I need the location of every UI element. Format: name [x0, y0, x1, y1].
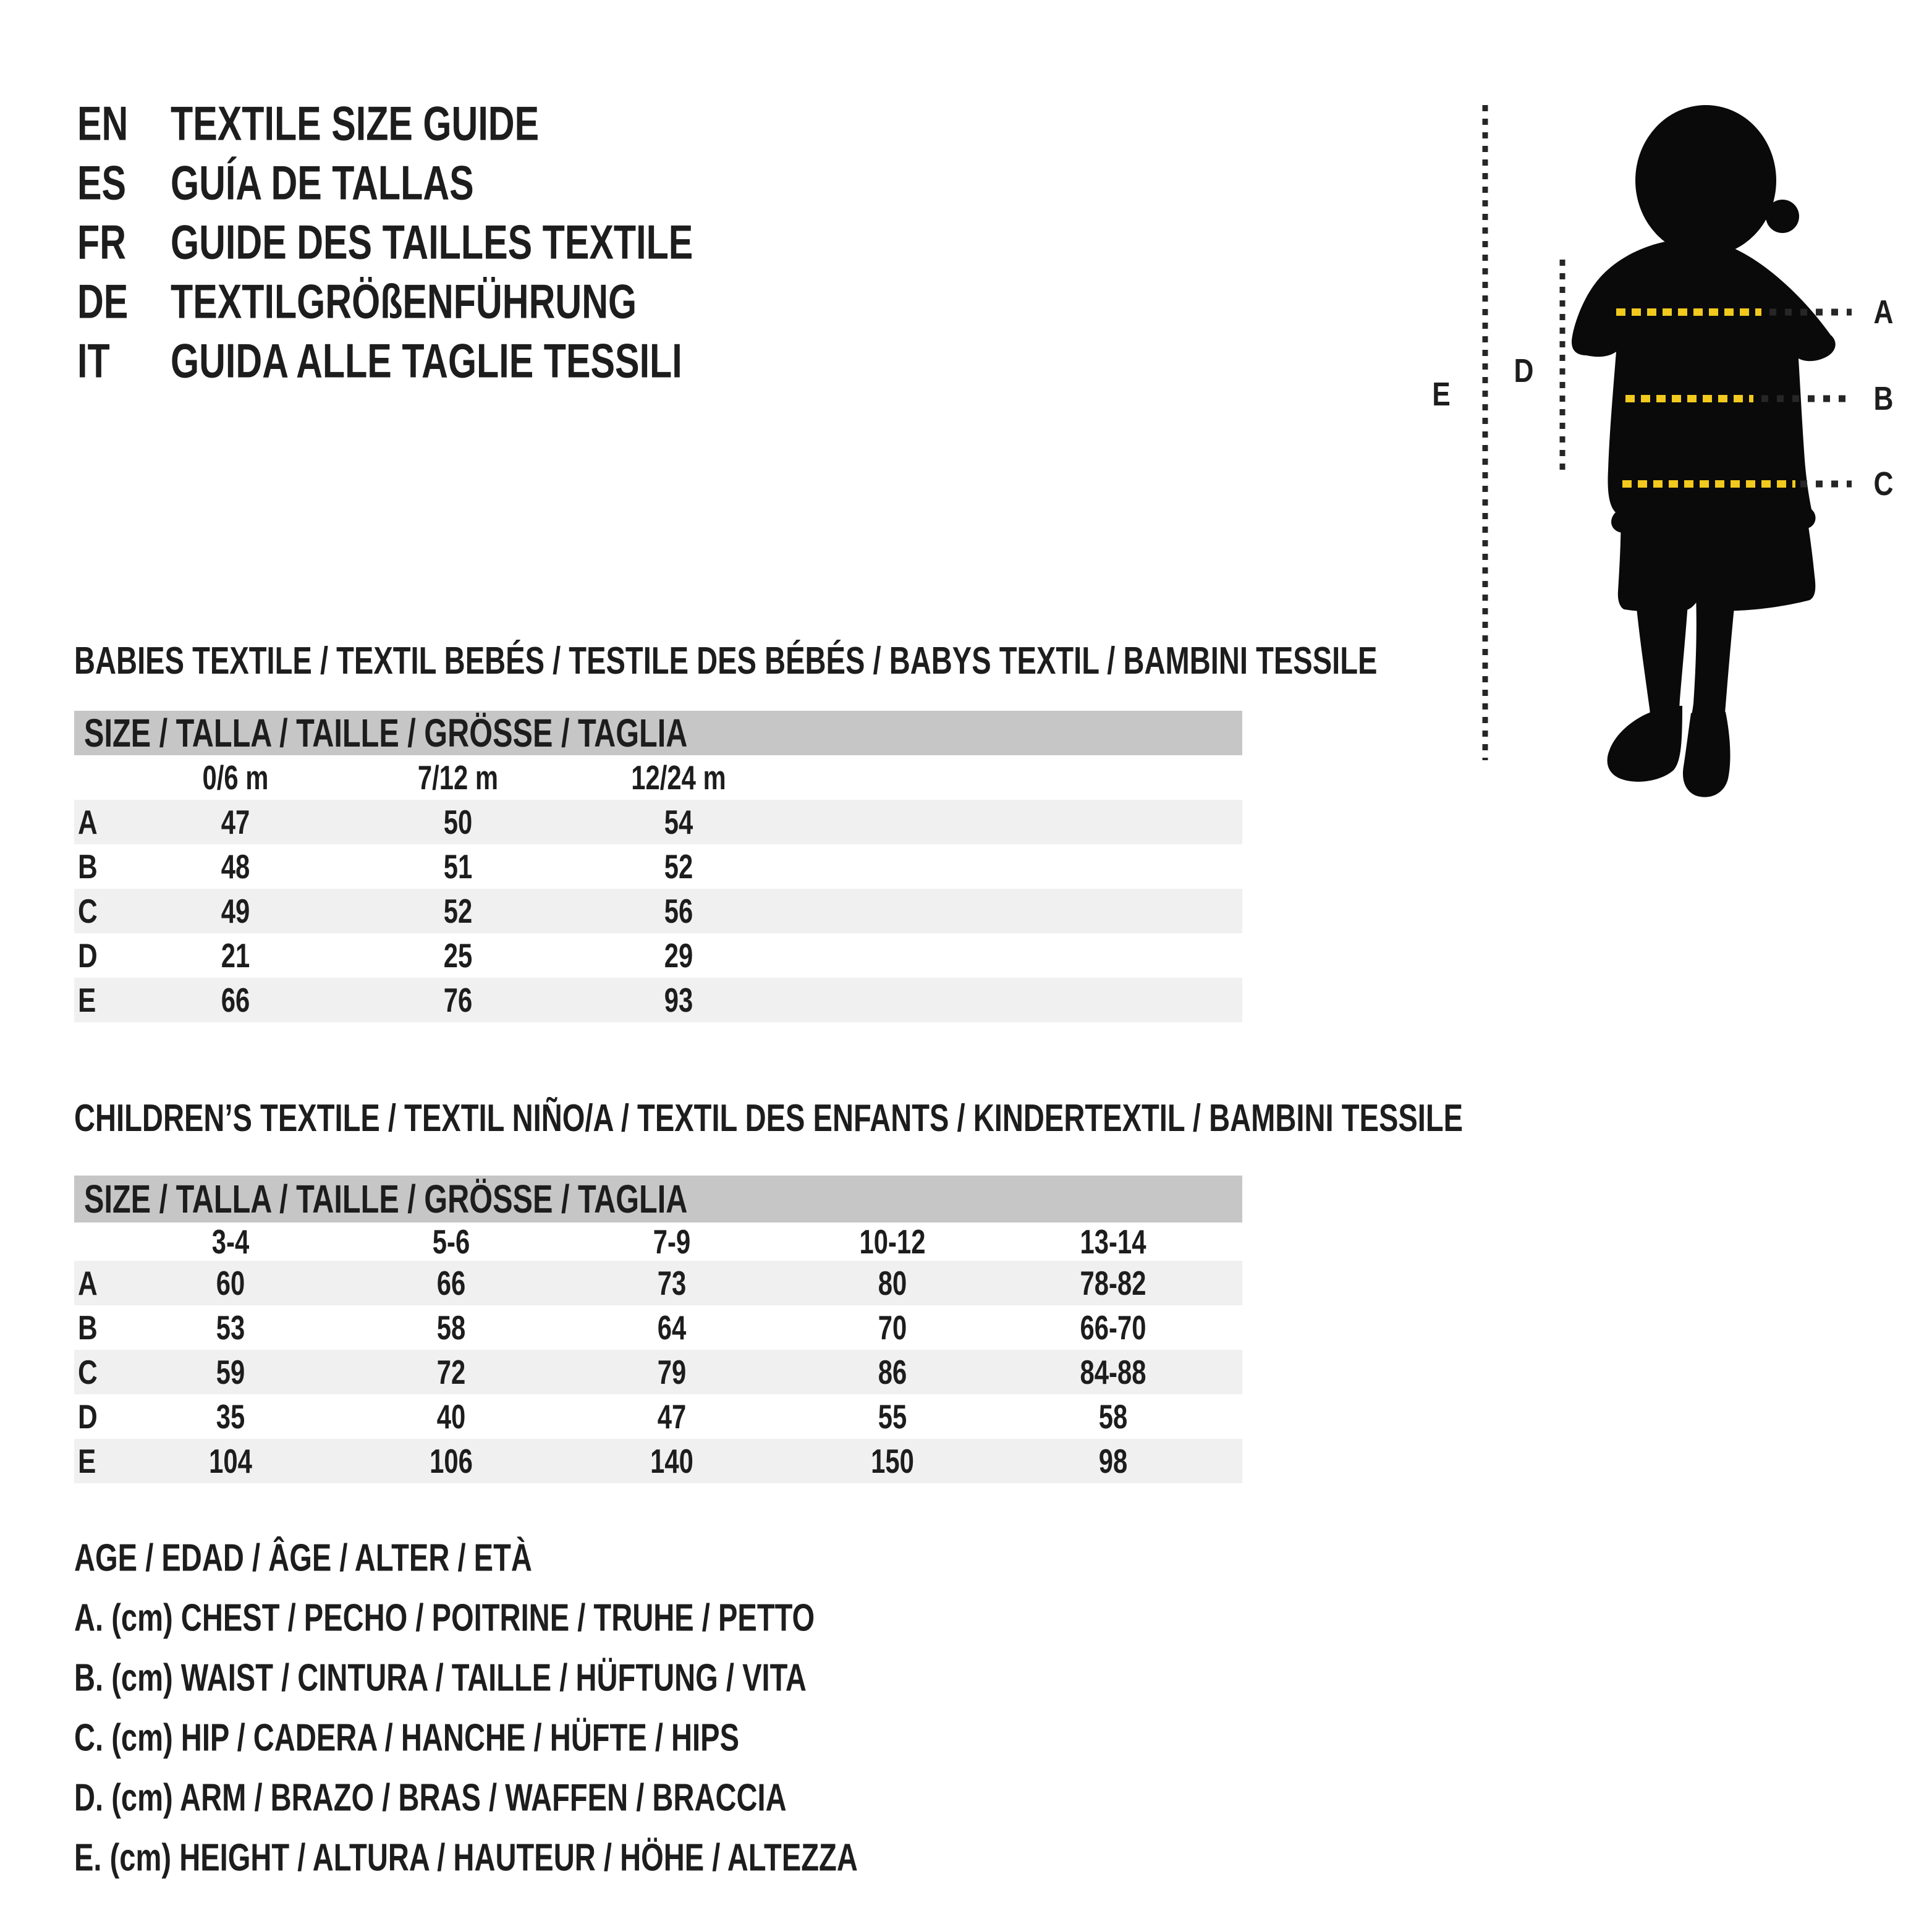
lang-code: FR: [77, 214, 127, 269]
children-size-header-text: SIZE / TALLA / TAILLE / GRÖSSE / TAGLIA: [84, 1177, 688, 1221]
table-value: 104: [209, 1442, 252, 1480]
children-col-header: 5-6: [432, 1222, 470, 1261]
table-value: 93: [664, 981, 693, 1019]
babies-col-header: 0/6 m: [202, 758, 269, 797]
child-silhouette-diagram: [1409, 87, 1932, 816]
child-silhouette: [1572, 105, 1836, 797]
babies-heading-text: BABIES TEXTILE / TEXTIL BEBÉS / TESTILE DES BÉBÉS / BABYS TEXTIL / BAMBINI TESSILE: [74, 640, 1378, 682]
babies-table-row-d: [74, 933, 1242, 978]
children-table-row-e: [74, 1439, 1242, 1483]
children-table-row-a: [74, 1261, 1242, 1305]
figure-label-d: D: [1514, 352, 1534, 389]
babies-table-row-a: [74, 800, 1242, 844]
guide-title: GUÍA DE TALLAS: [171, 155, 474, 210]
guide-title: GUIDE DES TAILLES TEXTILE: [171, 214, 693, 269]
table-value: 47: [221, 803, 250, 841]
table-value: 53: [216, 1308, 245, 1347]
children-col-header: 10-12: [859, 1222, 926, 1261]
table-value: 21: [221, 936, 250, 975]
table-value: 49: [221, 892, 250, 930]
table-value: 86: [878, 1353, 907, 1391]
children-col-header: 3-4: [211, 1222, 250, 1261]
guide-title: TEXTILE SIZE GUIDE: [171, 96, 540, 151]
legend-hip-text: C. (cm) HIP / CADERA / HANCHE / HÜFTE / HIPS: [74, 1716, 740, 1759]
babies-col-header: 7/12 m: [417, 758, 499, 797]
table-value: 80: [878, 1264, 907, 1302]
table-value: 55: [878, 1397, 907, 1436]
babies-col-header: 12/24 m: [631, 758, 726, 797]
legend-age-text: AGE / EDAD / ÂGE / ALTER / ETÀ: [74, 1536, 532, 1579]
table-value: 66-70: [1080, 1308, 1146, 1347]
table-value: 72: [436, 1353, 466, 1391]
lang-code: DE: [77, 274, 129, 329]
table-value: 79: [657, 1353, 687, 1391]
table-value: 47: [657, 1397, 687, 1436]
table-value: 54: [664, 803, 693, 841]
table-value: 56: [664, 892, 693, 930]
figure-label-a: A: [1873, 294, 1894, 331]
babies-table-row-c: [74, 889, 1242, 933]
table-value: 40: [436, 1397, 466, 1436]
row-label: A: [78, 803, 98, 841]
babies-table-row-b: [74, 844, 1242, 889]
babies-table-row-e: [74, 978, 1242, 1022]
row-label: C: [78, 892, 98, 930]
table-value: 150: [871, 1442, 914, 1480]
legend-waist-text: B. (cm) WAIST / CINTURA / TAILLE / HÜFTUNG / VITA: [74, 1656, 807, 1699]
lang-code: IT: [77, 333, 110, 388]
row-label: E: [78, 981, 96, 1019]
babies-size-header-text: SIZE / TALLA / TAILLE / GRÖSSE / TAGLIA: [84, 711, 688, 755]
figure-label-b: B: [1873, 380, 1894, 417]
row-label: C: [78, 1353, 98, 1391]
children-col-header: 7-9: [653, 1222, 691, 1261]
table-value: 35: [216, 1397, 245, 1436]
legend-height-text: E. (cm) HEIGHT / ALTURA / HAUTEUR / HÖHE / ALTEZZA: [74, 1836, 858, 1879]
row-label: B: [78, 1308, 98, 1347]
children-section-heading: [74, 1099, 1902, 1138]
legend-chest-text: A. (cm) CHEST / PECHO / POITRINE / TRUHE / PETTO: [74, 1596, 815, 1639]
table-value: 52: [664, 847, 693, 886]
guide-title: TEXTILGRÖßENFÜHRUNG: [171, 274, 637, 329]
babies-column-header-row: [74, 756, 1242, 799]
row-label: D: [78, 936, 98, 975]
table-value: 58: [1098, 1397, 1128, 1436]
table-value: 59: [216, 1353, 245, 1391]
legend-arm-text: D. (cm) ARM / BRAZO / BRAS / WAFFEN / BRACCIA: [74, 1776, 787, 1819]
table-value: 58: [436, 1308, 466, 1347]
table-value: 66: [221, 981, 250, 1019]
table-value: 76: [443, 981, 473, 1019]
guide-title: GUIDA ALLE TAGLIE TESSILI: [171, 333, 682, 388]
table-value: 70: [878, 1308, 907, 1347]
table-value: 78-82: [1080, 1264, 1146, 1302]
children-column-header-row: [74, 1222, 1242, 1261]
figure-label-c: C: [1873, 465, 1894, 502]
table-value: 29: [664, 936, 693, 975]
children-table-row-c: [74, 1350, 1242, 1394]
children-size-header-bar: [74, 1176, 1242, 1222]
figure-label-e: E: [1432, 376, 1451, 413]
lang-code: ES: [77, 155, 127, 210]
table-value: 84-88: [1080, 1353, 1146, 1391]
children-heading-text: CHILDREN’S TEXTILE / TEXTIL NIÑO/A / TEXTIL DES ENFANTS / KINDERTEXTIL / BAMBINI TESSILE: [74, 1097, 1464, 1140]
children-table-row-d: [74, 1394, 1242, 1439]
babies-section-heading: [74, 642, 1789, 681]
row-label: A: [78, 1264, 98, 1302]
row-label: B: [78, 847, 98, 886]
table-value: 50: [443, 803, 473, 841]
table-value: 25: [443, 936, 473, 975]
table-value: 98: [1098, 1442, 1128, 1480]
row-label: D: [78, 1397, 98, 1436]
children-col-header: 13-14: [1080, 1222, 1146, 1261]
lang-code: EN: [77, 96, 129, 151]
table-value: 73: [657, 1264, 687, 1302]
table-value: 48: [221, 847, 250, 886]
children-table-row-b: [74, 1305, 1242, 1350]
table-value: 66: [436, 1264, 466, 1302]
table-value: 140: [650, 1442, 693, 1480]
table-value: 106: [430, 1442, 473, 1480]
table-value: 60: [216, 1264, 245, 1302]
table-value: 51: [443, 847, 473, 886]
table-value: 64: [657, 1308, 687, 1347]
row-label: E: [78, 1442, 96, 1480]
table-value: 52: [443, 892, 473, 930]
babies-size-header-bar: [74, 711, 1242, 755]
